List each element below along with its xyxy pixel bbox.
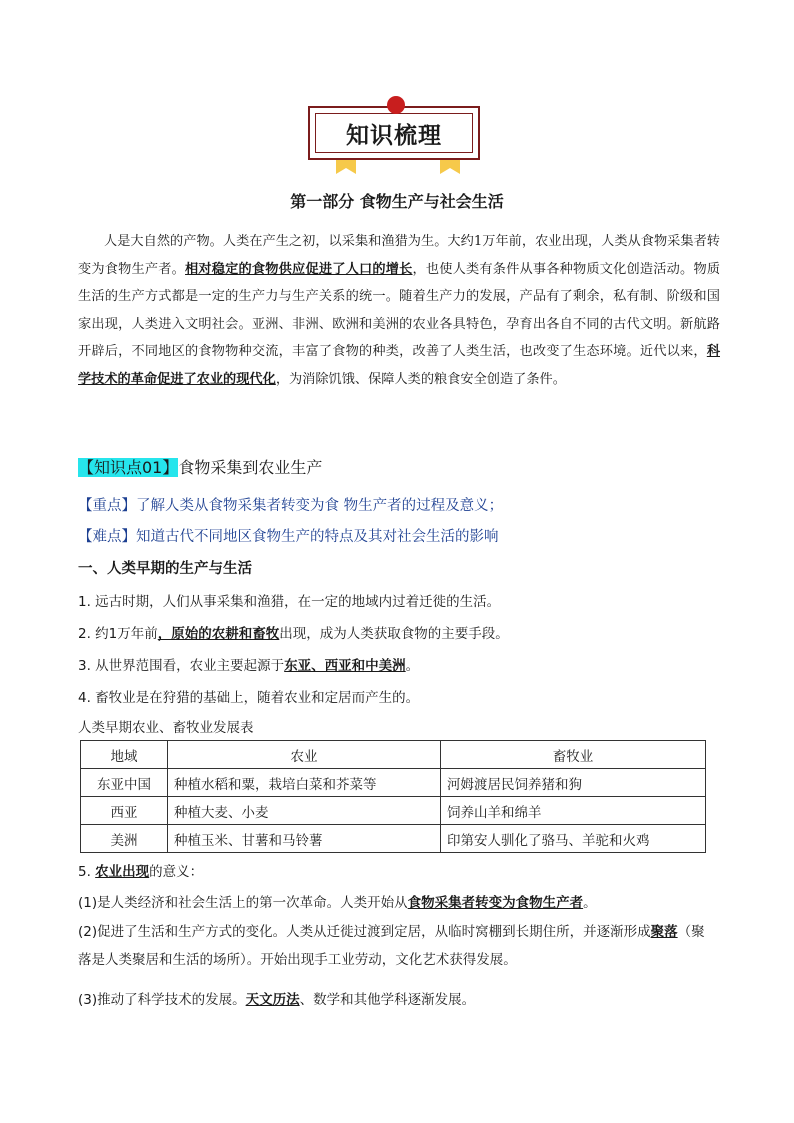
knowledge-point-title: 食物采集到农业生产 bbox=[178, 458, 323, 477]
significance-item: (2)促进了生活和生产方式的变化。人类从迁徙过渡到定居，从临时窝棚到长期住所，并逐渐形成聚落（聚落是人类聚居和生活的场所）。开始出现手工业劳动，文化艺术获得发展。 bbox=[78, 924, 705, 968]
development-table bbox=[80, 740, 706, 853]
table-cell: 西亚 bbox=[81, 797, 168, 825]
list-item: 2. 约1万年前，原始的农耕和畜牧出现，成为人类获取食物的主要手段。 bbox=[78, 626, 509, 642]
significance-item: (1)是人类经济和社会生活上的第一次革命。人类开始从食物采集者转变为食物生产者。 bbox=[78, 895, 597, 911]
section-heading: 一、人类早期的生产与生活 bbox=[78, 561, 252, 577]
table-cell: 种植水稻和粟，栽培白菜和芥菜等 bbox=[168, 769, 441, 797]
significance-item: (3)推动了科学技术的发展。天文历法、数学和其他学科逐渐发展。 bbox=[78, 992, 476, 1008]
table-cell: 饲养山羊和绵羊 bbox=[441, 797, 706, 825]
intro-paragraph: 人是大自然的产物。人类在产生之初，以采集和渔猎为生。大约1万年前，农业出现，人类从食物采集者转变为食物生产者。相对稳定的食物供应促进了人口的增长，也使人类有条件从事各种物质文化创造活动。物质生活的生产方式都是一定的生产力与生产关系的统一。随着生产力的发展，产品有了剩余，私有制、阶级和国家出现，人类进入文明社会。亚洲、非洲、欧洲和美洲的农业各具特色，孕育出各自不同的古代文明。新航路开辟后，不同地区的食物物种交流，丰富了食物的种类，改善了人类生活，也改变了生态环境。近代以来，科学技术的革命促进了农业的现代化，为消除饥饿、保障人类的粮食安全创造了条件。 bbox=[78, 234, 721, 387]
table-row bbox=[81, 825, 706, 853]
part-title: 第一部分 食物生产与社会生活 bbox=[290, 192, 504, 211]
section-badge bbox=[300, 96, 494, 176]
table-cell: 美洲 bbox=[81, 825, 168, 853]
table-header-row bbox=[81, 741, 706, 769]
key-point: 【重点】了解人类从食物采集者转变为食 物生产者的过程及意义； bbox=[78, 498, 504, 514]
list-item: 1. 远古时期，人们从事采集和渔猎，在一定的地域内过着迁徙的生活。 bbox=[78, 594, 501, 610]
table-row bbox=[81, 769, 706, 797]
table-cell: 种植大麦、小麦 bbox=[168, 797, 441, 825]
list-item: 3. 从世界范围看，农业主要起源于东亚、西亚和中美洲。 bbox=[78, 658, 420, 674]
table-row bbox=[81, 797, 706, 825]
badge-frame bbox=[308, 106, 480, 160]
table-cell: 河姆渡居民饲养猪和狗 bbox=[441, 769, 706, 797]
table-caption: 人类早期农业、畜牧业发展表 bbox=[78, 720, 254, 736]
knowledge-point-tag: 【知识点01】 bbox=[78, 458, 179, 477]
table-header: 农业 bbox=[168, 741, 441, 769]
list-item: 4. 畜牧业是在狩猎的基础上，随着农业和定居而产生的。 bbox=[78, 690, 420, 706]
difficulty-point: 【难点】知道古代不同地区食物生产的特点及其对社会生活的影响 bbox=[78, 529, 499, 545]
table-cell: 东亚中国 bbox=[81, 769, 168, 797]
knowledge-point-heading bbox=[78, 455, 322, 478]
table-header: 地域 bbox=[81, 741, 168, 769]
pin-dot-icon bbox=[387, 96, 405, 114]
table-header: 畜牧业 bbox=[441, 741, 706, 769]
table-cell: 种植玉米、甘薯和马铃薯 bbox=[168, 825, 441, 853]
table-cell: 印第安人驯化了骆马、羊驼和火鸡 bbox=[441, 825, 706, 853]
significance-heading: 5. 农业出现的意义： bbox=[78, 864, 204, 880]
badge-title: 知识梳理 bbox=[346, 123, 442, 149]
